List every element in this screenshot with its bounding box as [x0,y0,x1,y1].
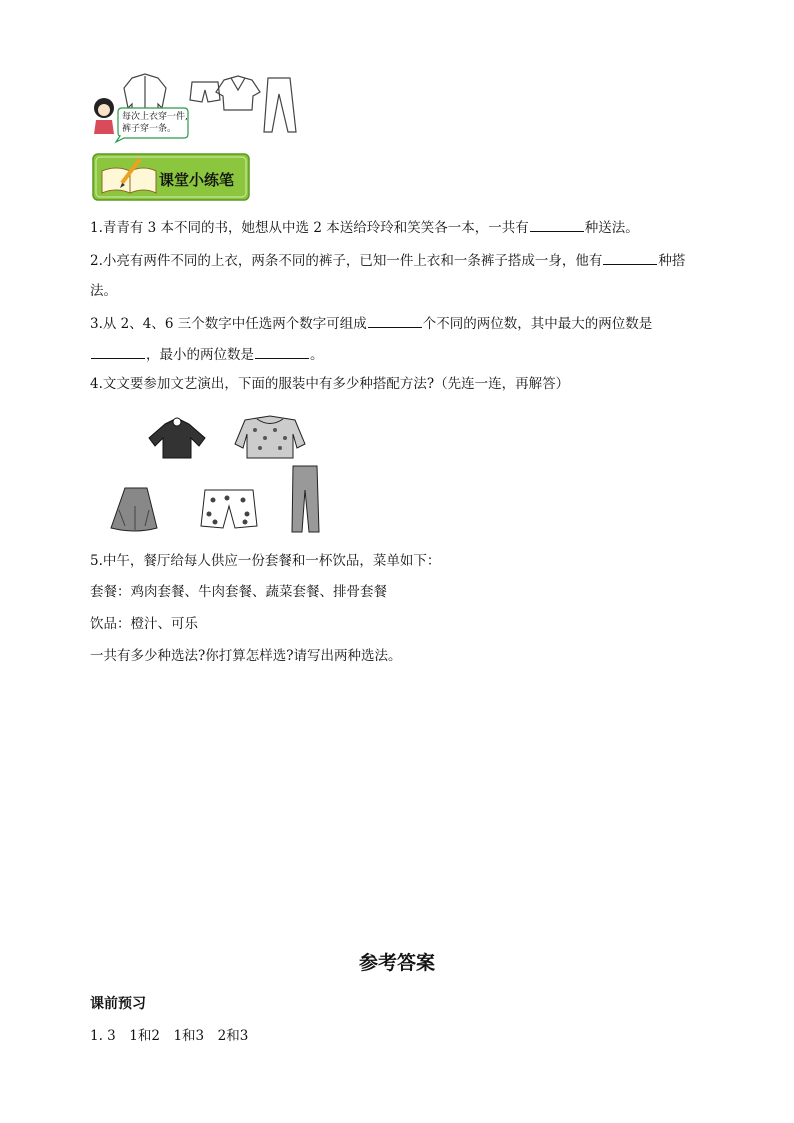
shorts-drawing [201,490,257,528]
question-3 [90,313,652,334]
question-1-text-end: 种送法。 [584,220,639,236]
question-1 [90,217,639,238]
sweater-drawing [235,416,305,458]
question-2-text-end: 种搭 [658,253,686,269]
banner-label: 课堂小练笔 [159,171,235,189]
blouse-drawing [149,418,205,458]
trousers-drawing [264,78,296,132]
skirt-drawing [111,488,157,531]
answer-blank[interactable] [368,313,422,328]
child-drawing [94,98,114,134]
answer-blank[interactable] [91,344,145,359]
leggings-drawing [292,466,319,532]
bubble-line-2: 裤子穿一条。 [122,124,177,134]
question-2-continued: 法。 [90,283,117,299]
question-3-text-mid: 个不同的两位数，其中最大的两位数是 [422,316,653,332]
question-5-meals: 套餐：鸡肉套餐、牛肉套餐、蔬菜套餐、排骨套餐 [90,584,387,600]
practice-banner [92,153,250,201]
answers-section-heading: 课前预习 [90,996,146,1012]
answer-blank[interactable] [530,217,584,232]
question-2-text: 2.小亮有两件不同的上衣，两条不同的裤子，已知一件上衣和一条裤子搭成一身，他有 [90,253,603,269]
question-3-text: 3.从 2、4、6 三个数字中任选两个数字可组成 [90,316,367,332]
bubble-line-1: 每次上衣穿一件, [122,112,188,122]
question-2 [90,250,685,271]
answer-blank[interactable] [255,344,309,359]
shirt-drawing [216,76,260,110]
answers-title: 参考答案 [358,952,435,974]
question-1-text: 1.青青有 3 本不同的书，她想从中选 2 本送给玲玲和笑笑各一本，一共有 [90,220,529,236]
question-5-ask: 一共有多少种选法?你打算怎样选?请写出两种选法。 [90,648,402,664]
question-5-intro: 5.中午，餐厅给每人供应一份套餐和一杯饮品，菜单如下： [90,553,441,569]
question-3-text-mid2: ，最小的两位数是 [146,347,254,363]
answer-blank[interactable] [603,250,657,265]
question-3-continued [90,344,324,365]
question-3-text-end: 。 [310,347,324,363]
question-5-drinks: 饮品：橙汁、可乐 [90,616,198,632]
question-4: 4.文文要参加文艺演出，下面的服装中有多少种搭配方法?（先连一连，再解答） [90,376,570,392]
answer-line-1: 1. 3 1和2 1和3 2和3 [90,1028,249,1044]
clothing-figure [105,410,340,540]
